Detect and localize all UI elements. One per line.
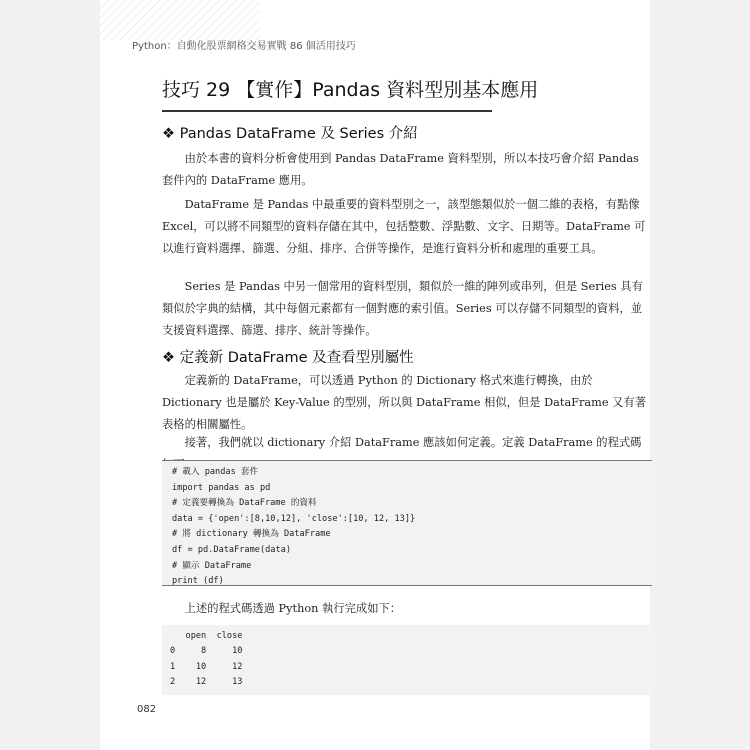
paragraph-series: Series 是 Pandas 中另一個常用的資料型別，類似於一維的陣列或串列，但是 Series 具有類似於字典的結構，其中每個元素都有一個對應的索引值。Series 可以存儲不同類型的資料，並支援資料選擇、篩選、排序、統計等操作。 [162, 280, 643, 337]
code-block [162, 460, 652, 586]
section-title-define-dataframe: ❖ 定義新 DataFrame 及查看型別屬性 [162, 350, 414, 366]
output-block [162, 625, 652, 695]
chapter-title: 技巧 29 【實作】Pandas 資料型別基本應用 [162, 75, 492, 112]
paragraph-intro: 由於本書的資料分析會使用到 Pandas DataFrame 資料型別，所以本技巧會介紹 Pandas 套件內的 DataFrame 應用。 [162, 152, 639, 187]
header-pattern-decoration [100, 0, 260, 40]
output-line: 0 8 10 [170, 646, 243, 657]
paragraph-dataframe: DataFrame 是 Pandas 中最重要的資料型別之一，該型態類似於一個二維的表格，有點像 Excel，可以將不同類型的資料存儲在其中，包括整數、浮點數、文字、日期等。DataFrame 可以進行資料選擇、篩選、分組、排序、合併等操作，是進行資料分析和處理的重要工具。 [162, 198, 646, 255]
section-title-dataframe-series: ❖ Pandas DataFrame 及 Series 介紹 [162, 126, 418, 142]
code-line: # 定義要轉換為 DataFrame 的資料 [172, 498, 317, 509]
code-line: # 顯示 DataFrame [172, 560, 252, 571]
running-header: Python：自動化股票網格交易實戰 86 個活用技巧 [132, 41, 356, 52]
code-line: import pandas as pd [172, 482, 271, 493]
book-page [100, 0, 650, 750]
code-line: data = {'open':[8,10,12], 'close':[10, 12, 13]} [172, 513, 416, 524]
code-line: # 載入 pandas 套件 [172, 467, 259, 477]
output-line: 1 10 12 [170, 661, 243, 672]
paragraph-next: 接著，我們就以 dictionary 介紹 DataFrame 應該如何定義。定義 DataFrame 的程式碼 [184, 436, 642, 449]
paragraph-define: 定義新的 DataFrame，可以透過 Python 的 Dictionary 格式來進行轉換，由於 Dictionary 也是屬於 Key-Value 的型別，所以與 DataFrame 相似，但是 DataFrame 又有著表格的相關屬性。 [162, 374, 647, 431]
code-line: df = pd.DataFrame(data) [172, 544, 291, 555]
code-line: # 將 dictionary 轉換為 DataFrame [172, 529, 331, 540]
page-number: 082 [137, 704, 157, 715]
output-line: 2 12 13 [170, 677, 243, 688]
paragraph-output-intro: 上述的程式碼透過 Python 執行完成如下： [184, 602, 402, 615]
code-line: print (df) [172, 576, 224, 587]
output-line: open close [170, 631, 243, 641]
